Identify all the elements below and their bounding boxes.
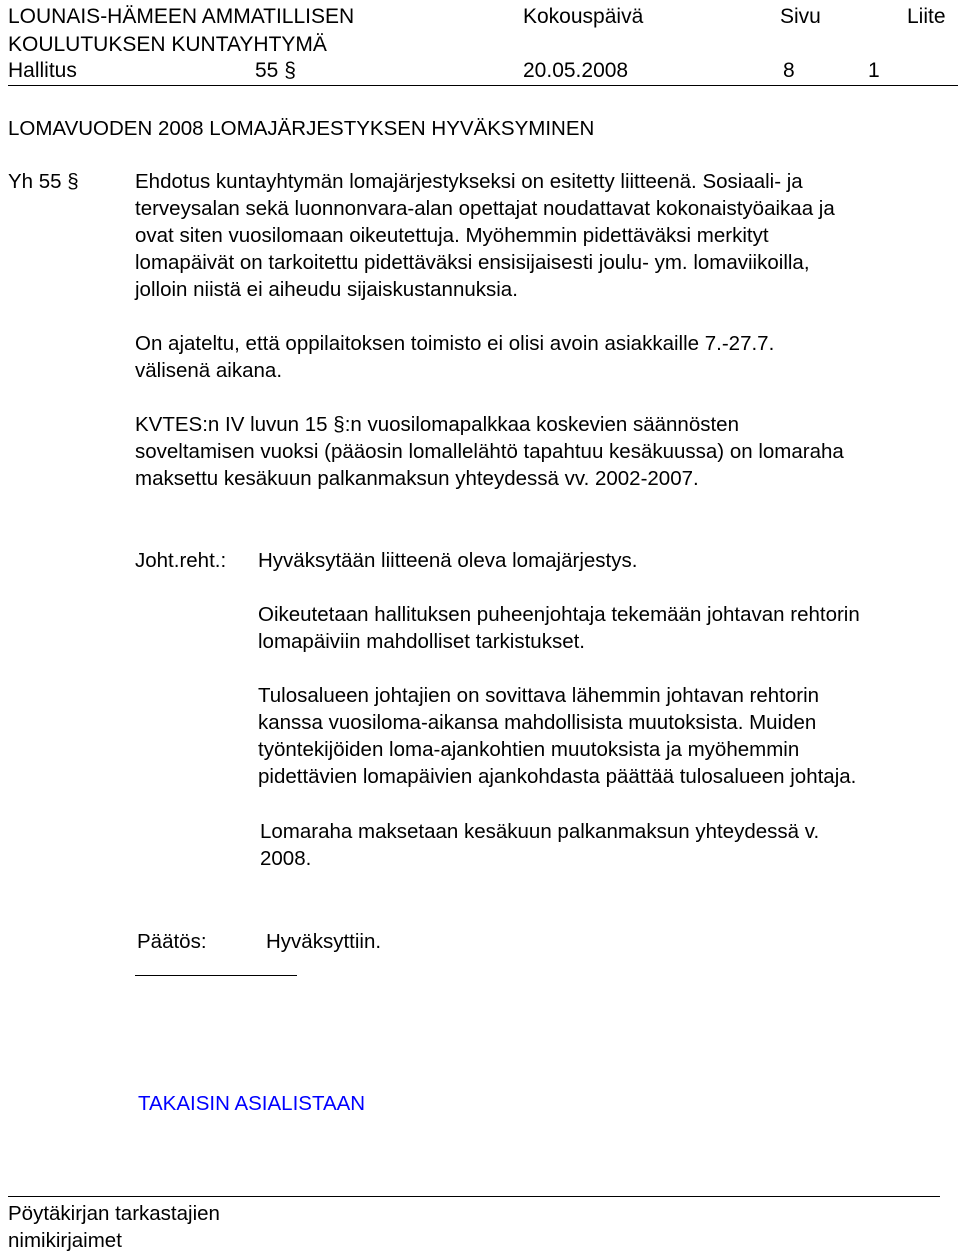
footer-initials-label: nimikirjaimet xyxy=(8,1229,122,1252)
meeting-date: 20.05.2008 xyxy=(523,59,629,82)
text-line: lomapäivät on tarkoitettu pidettäväksi ensisijaisesti joulu- ym. lomaviikoilla, xyxy=(135,251,810,274)
header-divider xyxy=(8,85,958,86)
paragraph-proposal xyxy=(135,168,835,303)
proposal-paragraph-3 xyxy=(258,682,856,790)
text-line: On ajateltu, että oppilaitoksen toimisto ei olisi avoin asiakkaille 7.-27.7. xyxy=(135,332,775,355)
col-attachment-label: Liite xyxy=(907,5,946,28)
proposal-label: Joht.reht.: xyxy=(135,549,227,572)
body-name: Hallitus xyxy=(8,59,77,82)
text-line: työntekijöiden loma-ajankohtien muutoksista ja myöhemmin xyxy=(258,738,800,761)
section-number xyxy=(255,59,296,83)
proposal-paragraph-2 xyxy=(258,601,860,655)
back-to-agenda-link[interactable]: TAKAISIN ASIALISTAAN xyxy=(138,1092,366,1115)
text-line: Tulosalueen johtajien on sovittava lähemmin johtavan rehtorin xyxy=(258,684,820,707)
page-number: 8 xyxy=(783,59,795,82)
section-reference-label: Yh 55 xyxy=(8,170,62,193)
paragraph-office xyxy=(135,330,774,384)
text-line: Oikeutetaan hallituksen puheenjohtaja tekemään johtavan rehtorin xyxy=(258,603,860,626)
section-number-value: 55 xyxy=(255,59,279,82)
document-title: LOMAVUODEN 2008 LOMAJÄRJESTYKSEN HYVÄKSYMINEN xyxy=(8,117,595,140)
attachment-number: 1 xyxy=(868,59,880,82)
section-sign-icon: § xyxy=(67,170,79,193)
text-line: kanssa vuosiloma-aikansa mahdollisista muutoksista. Muiden xyxy=(258,711,817,734)
text-line: Ehdotus kuntayhtymän lomajärjestykseksi on esitetty liitteenä. Sosiaali- ja xyxy=(135,170,803,193)
text-line: terveysalan sekä luonnonvara-alan opettajat noudattavat kokonaistyöaikaa ja xyxy=(135,197,835,220)
text-line: maksettu kesäkuun palkanmaksun yhteydessä vv. 2002-2007. xyxy=(135,467,699,490)
text-line: 2008. xyxy=(260,847,312,870)
section-reference xyxy=(8,168,79,195)
proposal-paragraph-4 xyxy=(260,818,819,872)
text-line: pidettävien lomapäivien ajankohdasta päättää tulosalueen johtaja. xyxy=(258,765,857,788)
paragraph-holiday-pay xyxy=(135,411,844,492)
decision-text: Hyväksyttiin. xyxy=(266,930,382,953)
text-line: Hyväksytään liitteenä oleva lomajärjestys. xyxy=(258,549,638,572)
text-line: jolloin niistä ei aiheudu sijaiskustannuksia. xyxy=(135,278,518,301)
text-line: lomapäiviin mahdolliset tarkistukset. xyxy=(258,630,585,653)
text-line: ovat siten vuosilomaan oikeutettuja. Myöhemmin pidettäväksi merkityt xyxy=(135,224,769,247)
section-sign-icon: § xyxy=(333,413,345,436)
footer-divider xyxy=(8,1196,940,1197)
text-line: soveltamisen vuoksi (pääosin lomallelähtö tapahtuu kesäkuussa) on lomaraha xyxy=(135,440,844,463)
text-fragment: KVTES:n IV luvun 15 xyxy=(135,413,328,436)
text-line: Lomaraha maksetaan kesäkuun palkanmaksun yhteydessä v. xyxy=(260,820,820,843)
proposal-paragraph-1 xyxy=(258,547,637,574)
text-line xyxy=(135,411,844,438)
signature-line xyxy=(135,975,297,976)
decision-label: Päätös: xyxy=(137,930,207,953)
org-name-line2: KOULUTUKSEN KUNTAYHTYMÄ xyxy=(8,33,327,56)
text-line: välisenä aikana. xyxy=(135,359,283,382)
footer-inspectors-label: Pöytäkirjan tarkastajien xyxy=(8,1202,220,1225)
org-name-line1: LOUNAIS-HÄMEEN AMMATILLISEN xyxy=(8,5,355,28)
text-fragment: :n vuosilomapalkkaa koskevien säännösten xyxy=(344,413,739,436)
section-sign-icon: § xyxy=(284,59,296,82)
col-meeting-date-label: Kokouspäivä xyxy=(523,5,644,28)
col-page-label: Sivu xyxy=(780,5,821,28)
